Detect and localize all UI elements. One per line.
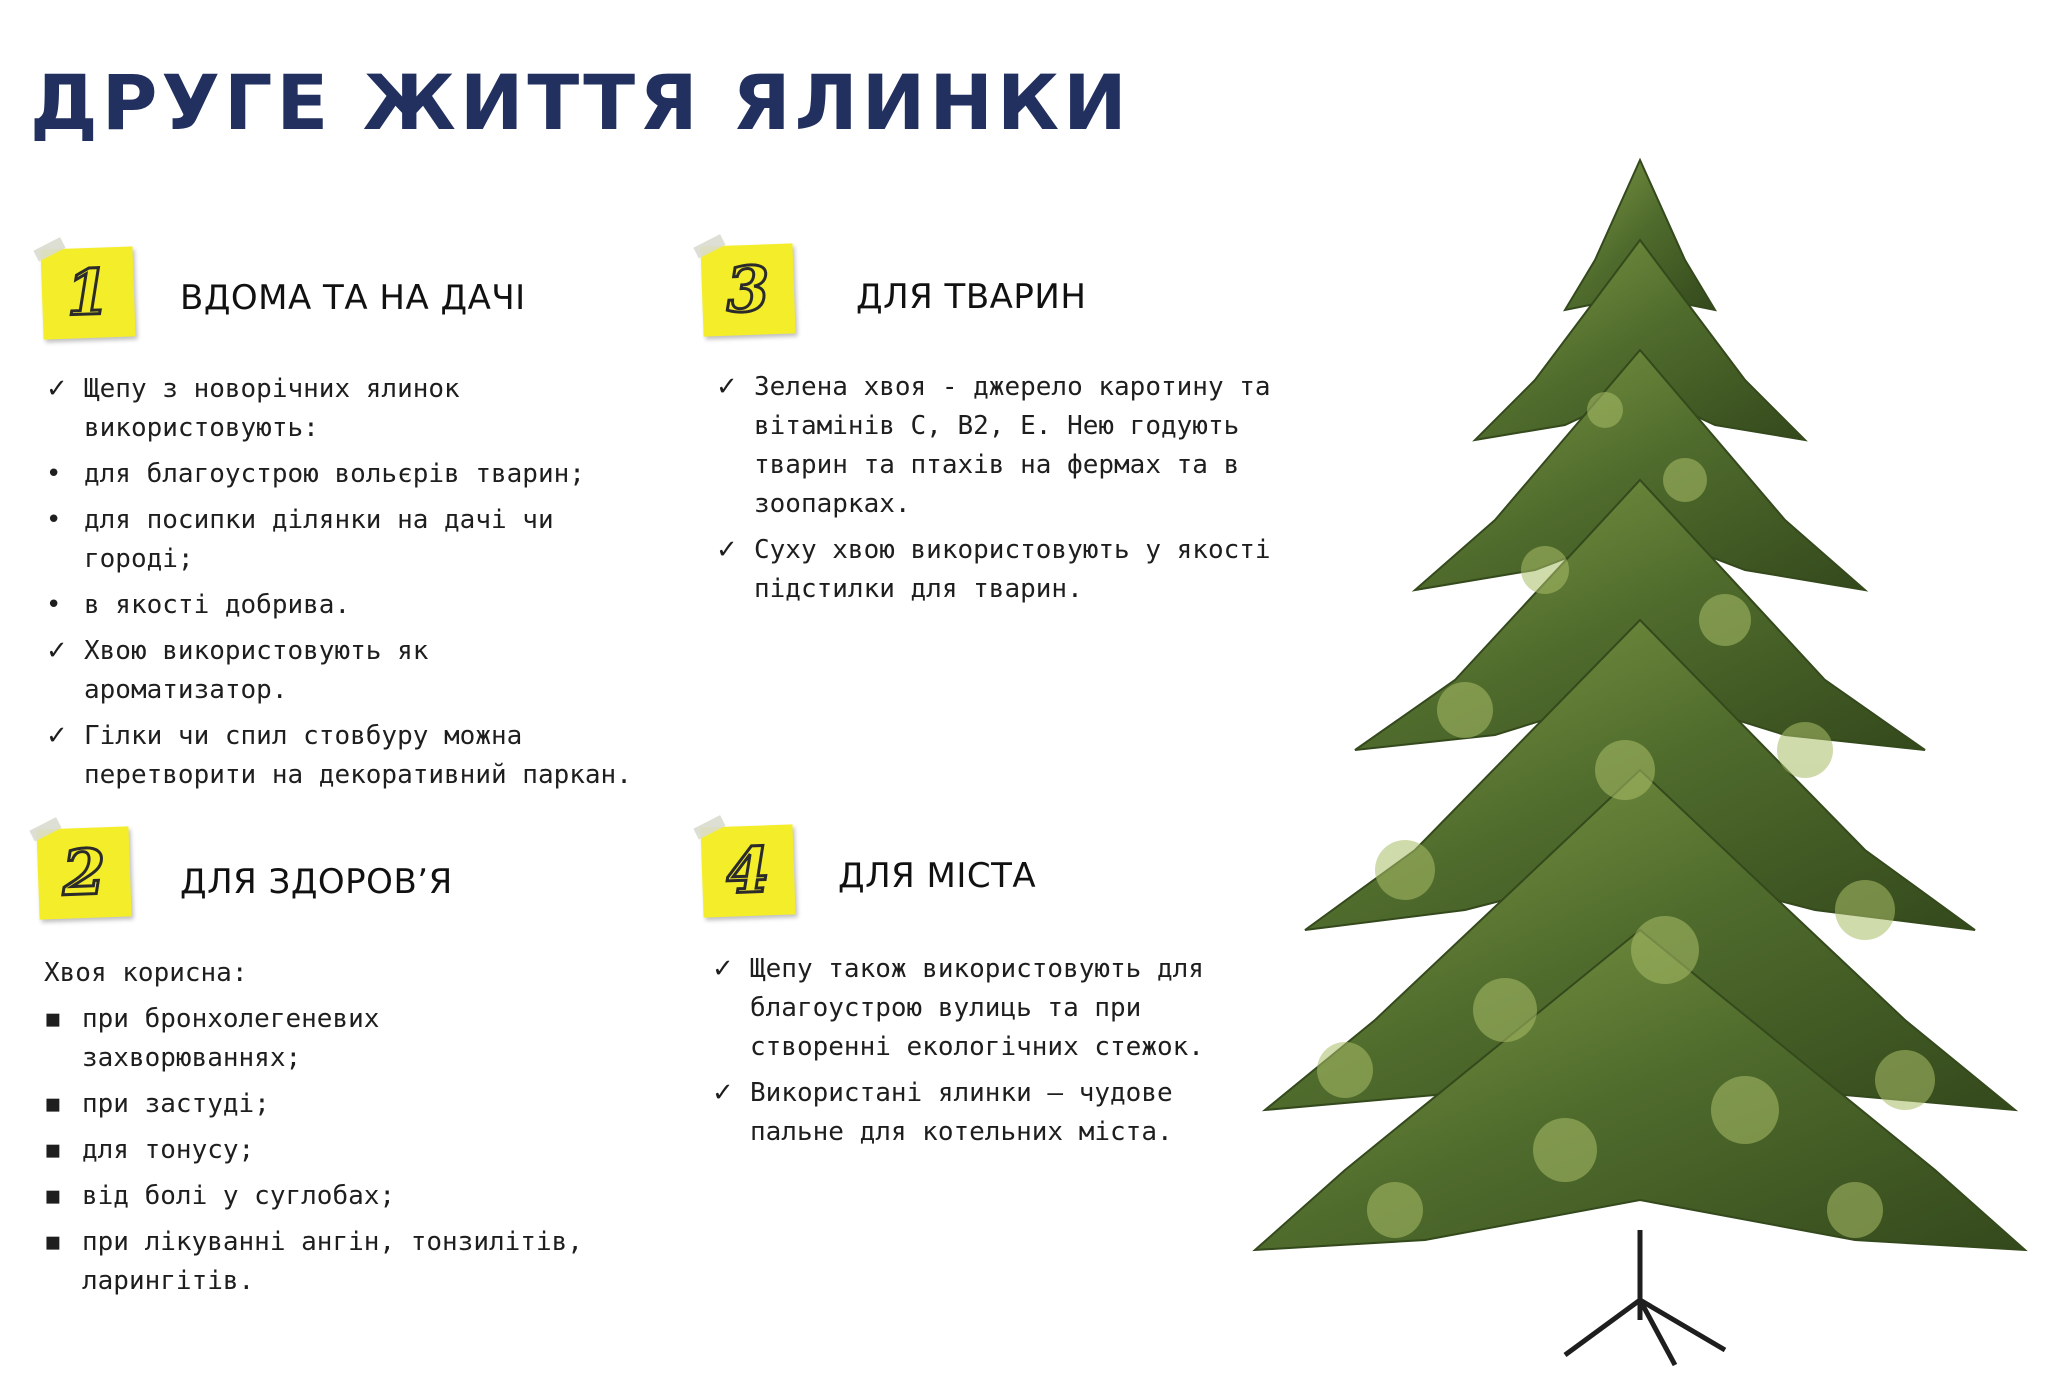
list-item: ✓ Суху хвою використовують у якості підстилки для тварин. xyxy=(716,531,1276,609)
list-item: ✓ Використані ялинки – чудове пальне для котельних міста. xyxy=(712,1074,1272,1152)
badge-number: 4 xyxy=(725,833,771,908)
check-icon: ✓ xyxy=(46,636,68,666)
list-item: ✓ Щепу також використовують для благоустрою вулиць та при створенні екологічних стежок. xyxy=(712,950,1272,1067)
badge-number: 3 xyxy=(725,252,771,327)
list-item: • для посипки ділянки на дачі чи городі; xyxy=(46,501,666,579)
square-bullet-icon: ▪ xyxy=(44,1181,62,1211)
check-icon: ✓ xyxy=(716,535,738,565)
tree-stand xyxy=(1565,1230,1725,1365)
list-item: ✓ Хвою використовують як ароматизатор. xyxy=(46,632,666,710)
check-icon: ✓ xyxy=(712,1078,734,1108)
page-title: ДРУГЕ ЖИТТЯ ЯЛИНКИ xyxy=(30,58,1131,147)
section-home-list xyxy=(46,370,666,802)
badge-number: 2 xyxy=(61,835,107,910)
check-icon: ✓ xyxy=(716,372,738,402)
list-intro: Хвоя корисна: xyxy=(44,958,248,988)
list-item: ▪ при лікуванні ангін, тонзилітів, ларингітів. xyxy=(44,1223,664,1301)
check-icon: ✓ xyxy=(46,374,68,404)
section-heading: ДЛЯ ТВАРИН xyxy=(856,277,1087,317)
list-item: • в якості добрива. xyxy=(46,586,666,625)
check-icon: ✓ xyxy=(46,721,68,751)
section-health-list xyxy=(44,954,664,1308)
section-heading: ДЛЯ ЗДОРОВ’Я xyxy=(180,862,453,902)
list-item: ✓ Гілки чи спил стовбуру можна перетворити на декоративний паркан. xyxy=(46,717,666,795)
number-badge xyxy=(36,826,131,919)
square-bullet-icon: ▪ xyxy=(44,1135,62,1165)
square-bullet-icon: ▪ xyxy=(44,1089,62,1119)
list-item: ✓ Щепу з новорічних ялинок використовують: xyxy=(46,370,666,448)
christmas-tree-illustration xyxy=(1245,150,2035,1370)
bullet-icon: • xyxy=(46,590,62,620)
square-bullet-icon: ▪ xyxy=(44,1227,62,1257)
number-badge xyxy=(700,824,795,917)
list-item: ▪ при бронхолегеневих захворюваннях; xyxy=(44,1000,664,1078)
bullet-icon: • xyxy=(46,505,62,535)
section-heading: ДЛЯ МІСТА xyxy=(838,856,1037,896)
section-city-list xyxy=(712,950,1272,1159)
bullet-icon: • xyxy=(46,459,62,489)
list-item: ✓ Зелена хвоя - джерело каротину та вітамінів С, В2, Е. Нею годують тварин та птахів на фермах та в зоопарках. xyxy=(716,368,1276,524)
section-heading: ВДОМА ТА НА ДАЧІ xyxy=(180,278,526,318)
badge-number: 1 xyxy=(65,255,111,330)
list-item: • для благоустрою вольєрів тварин; xyxy=(46,455,666,494)
check-icon: ✓ xyxy=(712,954,734,984)
list-item: ▪ для тонусу; xyxy=(44,1131,664,1170)
list-item: ▪ від болі у суглобах; xyxy=(44,1177,664,1216)
list-item: ▪ при застуді; xyxy=(44,1085,664,1124)
section-animals-list xyxy=(716,368,1276,616)
number-badge xyxy=(700,243,795,336)
number-badge xyxy=(40,246,135,339)
square-bullet-icon: ▪ xyxy=(44,1004,62,1034)
